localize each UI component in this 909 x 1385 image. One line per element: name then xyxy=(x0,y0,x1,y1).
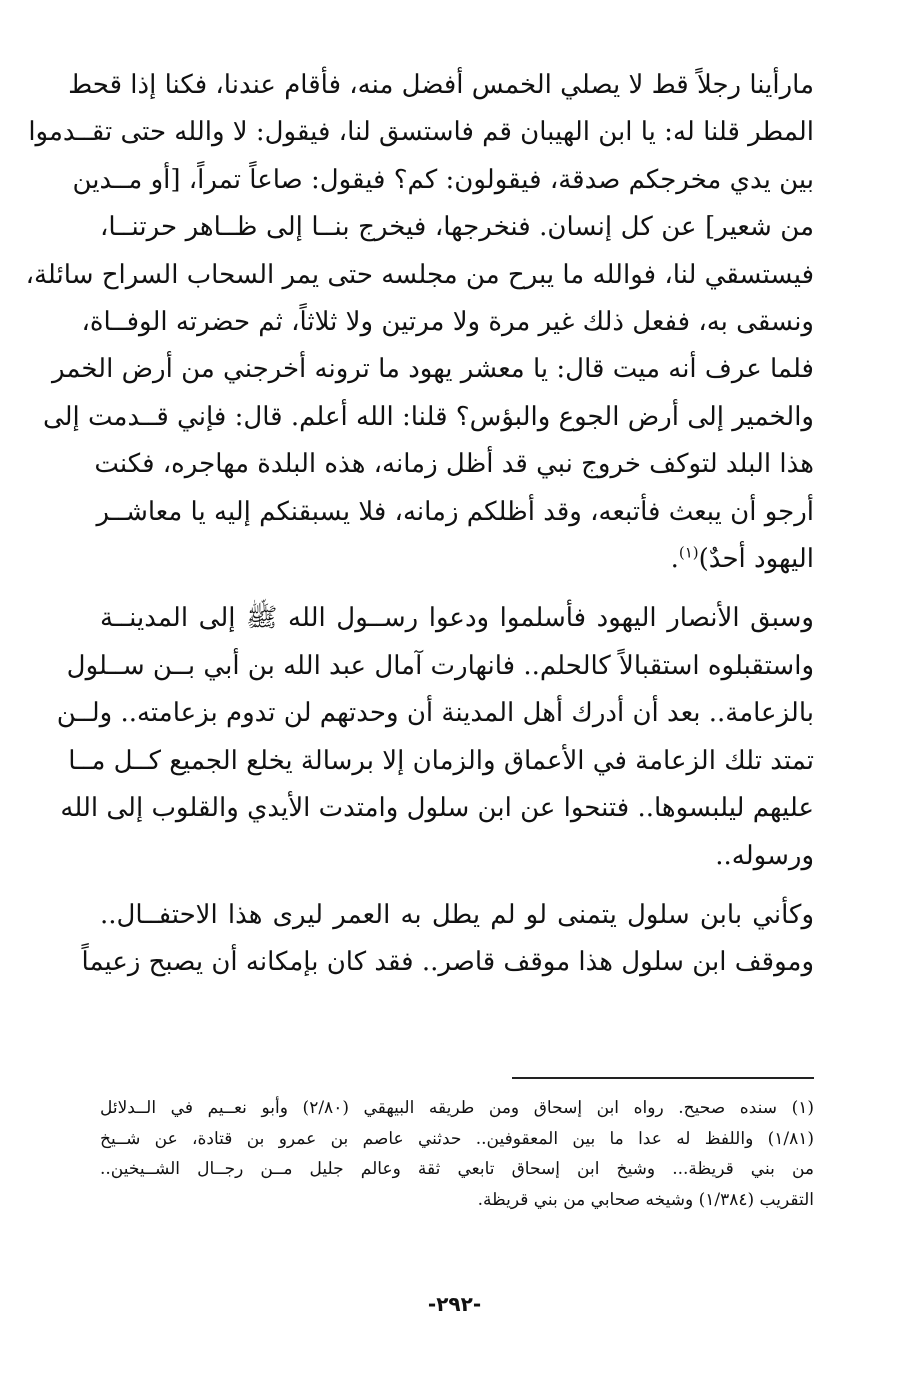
text-line: وموقف ابن سلول هذا موقف قاصر.. فقد كان بإمكانه أن يصبح زعيماً xyxy=(81,947,814,978)
footnote-separator xyxy=(512,1077,814,1079)
page-number: -٢٩٢- xyxy=(427,1292,482,1316)
text-line: وكأني بابن سلول يتمنى لو لم يطل به العمر ليرى هذا الاحتفــال.. xyxy=(100,899,814,930)
text-line: تمتد تلك الزعامة في الأعماق والزمان إلا برسالة يخلع الجميع كــل مــا xyxy=(68,745,814,776)
text-line: عليهم ليلبسوها.. فتنحوا عن ابن سلول وامتدت الأيدي والقلوب إلى الله xyxy=(60,793,814,824)
text-line: هذا البلد لتوكف خروج نبي قد أظل زمانه، هذه البلدة مهاجره، فكنت xyxy=(94,449,814,480)
paragraph-3 xyxy=(81,892,814,987)
footnote-line: (١) سنده صحيح. رواه ابن إسحاق ومن طريقه البيهقي (٢/٨٠) وأبو نعــيم في الــدلائل xyxy=(100,1098,815,1118)
footnote-section xyxy=(100,1093,814,1216)
footnote-line: من بني قريظة... وشيخ ابن إسحاق تابعي ثقة وعالم جليل مــن رجــال الشــيخين.. xyxy=(100,1159,814,1180)
text-line: مارأينا رجلاً قط لا يصلي الخمس أفضل منه، فأقام عندنا، فكنا إذا قحط xyxy=(68,70,814,100)
text-line: فيستسقي لنا، فوالله ما يبرح من مجلسه حتى يمر السحاب السراح سائلة، xyxy=(25,259,814,290)
text-line: والخمير إلى أرض الجوع والبؤس؟ قلنا: الله أعلم. قال: فإني قــدمت إلى xyxy=(42,401,814,432)
text-line: ونسقى به، ففعل ذلك غير مرة ولا مرتين ولا ثلاثاً، ثم حضرته الوفــاة، xyxy=(81,307,814,338)
footnote-line: (١/٨١) واللفظ له عدا ما بين المعقوفين.. حدثني عاصم بن عمرو بن قتادة، عن شــيخ xyxy=(100,1128,814,1149)
page-body xyxy=(25,62,814,987)
text-line: المطر قلنا له: يا ابن الهيبان قم فاستسق لنا، فيقول: لا والله حتى تقــدموا xyxy=(28,117,814,148)
text-line: ورسوله.. xyxy=(715,840,814,871)
sentence-end: . xyxy=(670,544,679,575)
text-line xyxy=(100,536,814,583)
paragraph-2 xyxy=(56,595,814,879)
text-line: بالزعامة.. بعد أن أدرك أهل المدينة أن وحدتهم لن تدوم بزعامته.. ولــن xyxy=(56,698,814,729)
text-line: فلما عرف أنه ميت قال: يا معشر يهود ما ترونه أخرجني من أرض الخمر xyxy=(52,354,814,385)
text-line: وسبق الأنصار اليهود فأسلموا ودعوا رســول الله ﷺ إلى المدينــة xyxy=(100,603,814,634)
paragraph-1 xyxy=(25,62,814,583)
text-line: بين يدي مخرجكم صدقة، فيقولون: كم؟ فيقول: صاعاً تمراً، [أو مــدين xyxy=(72,164,814,195)
text-line: أرجو أن يبعث فأتبعه، وقد أظلكم زمانه، فلا يسبقنكم إليه يا معاشــر xyxy=(96,496,814,527)
text-fragment: اليهود أحدٌ) xyxy=(698,544,814,575)
text-line: من شعير] عن كل إنسان. فنخرجها، فيخرج بنــا إلى ظــاهر حرتنــا، xyxy=(100,212,814,243)
footnote-line: التقريب (١/٣٨٤) وشيخه صحابي من بني قريظة. xyxy=(477,1190,814,1211)
footnote-marker[interactable]: (١) xyxy=(678,543,699,562)
text-line: واستقبلوه استقبالاً كالحلم.. فانهارت آمال عبد الله بن أبي بــن ســلول xyxy=(66,650,814,681)
